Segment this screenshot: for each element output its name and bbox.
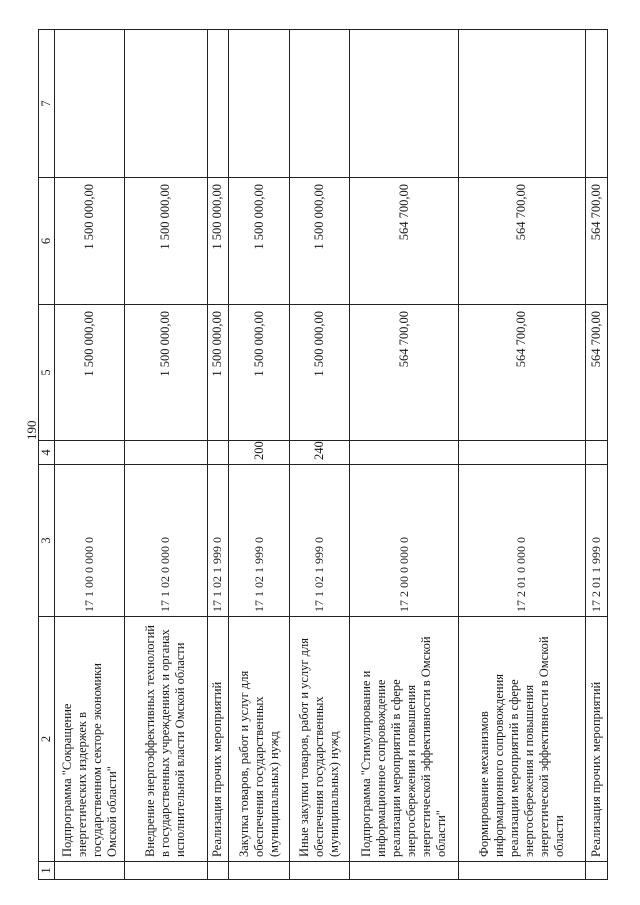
row-col1 — [125, 862, 207, 880]
row-value-5: 564 700,00 — [586, 305, 608, 441]
row-name: Подпрограмма "Стимулирование и информационное сопровождение реализации мероприятий в сфере энергосбережения и повышения энергетической эффективности в Омской области" — [350, 617, 458, 862]
row-col1 — [207, 862, 229, 880]
rotated-budget-table — [38, 30, 608, 880]
row-col7 — [125, 30, 207, 178]
row-value-5: 1 500 000,00 — [55, 305, 125, 441]
row-name: Формирование механизмов информационного сопровождения реализации мероприятий в сфере энергосбережения и повышения энергетической эффективности в Омской области — [458, 617, 586, 862]
row-code: 17 1 02 1 999 0 — [229, 465, 290, 617]
col-header-4: 4 — [39, 441, 55, 465]
row-vr — [350, 441, 458, 465]
row-name: Подпрограмма "Сокращение энергетических издержек в государственном секторе экономики Омской области" — [55, 617, 125, 862]
table-row — [458, 30, 586, 880]
row-col1 — [289, 862, 350, 880]
table-row — [350, 30, 458, 880]
row-vr — [125, 441, 207, 465]
col-header-3: 3 — [39, 465, 55, 617]
row-code: 17 1 02 1 999 0 — [289, 465, 350, 617]
row-col1 — [586, 862, 608, 880]
row-value-6: 564 700,00 — [458, 178, 586, 305]
col-header-7: 7 — [39, 30, 55, 178]
page-number: 190 — [24, 420, 39, 440]
row-col7 — [586, 30, 608, 178]
row-vr: 240 — [289, 441, 350, 465]
row-col7 — [458, 30, 586, 178]
row-name: Иные закупки товаров, работ и услуг для обеспечения государственных (муниципальных) нужд — [289, 617, 350, 862]
row-col7 — [229, 30, 290, 178]
row-value-6: 1 500 000,00 — [125, 178, 207, 305]
row-name: Реализация прочих мероприятий — [207, 617, 229, 862]
row-value-5: 1 500 000,00 — [229, 305, 290, 441]
col-header-5: 5 — [39, 305, 55, 441]
row-name: Внедрение энергоэффективных технологий в государственных учреждениях и органах исполнительной власти Омской области — [125, 617, 207, 862]
col-header-1: 1 — [39, 862, 55, 880]
row-code: 17 2 00 0 000 0 — [350, 465, 458, 617]
table-row — [229, 30, 290, 880]
row-code: 17 1 02 1 999 0 — [207, 465, 229, 617]
row-vr: 200 — [229, 441, 290, 465]
row-col1 — [55, 862, 125, 880]
row-value-5: 564 700,00 — [458, 305, 586, 441]
row-value-5: 1 500 000,00 — [289, 305, 350, 441]
row-value-6: 1 500 000,00 — [289, 178, 350, 305]
row-col1 — [458, 862, 586, 880]
row-col7 — [55, 30, 125, 178]
row-value-5: 1 500 000,00 — [207, 305, 229, 441]
table-row — [586, 30, 608, 880]
table-row — [289, 30, 350, 880]
col-header-6: 6 — [39, 178, 55, 305]
table-row — [125, 30, 207, 880]
row-name: Закупка товаров, работ и услуг для обеспечения государственных (муниципальных) нужд — [229, 617, 290, 862]
row-name: Реализация прочих мероприятий — [586, 617, 608, 862]
row-value-6: 1 500 000,00 — [229, 178, 290, 305]
row-code: 17 2 01 1 999 0 — [586, 465, 608, 617]
row-value-5: 1 500 000,00 — [125, 305, 207, 441]
row-col1 — [350, 862, 458, 880]
row-vr — [55, 441, 125, 465]
table-row — [207, 30, 229, 880]
row-vr — [586, 441, 608, 465]
budget-table — [38, 29, 608, 880]
row-col7 — [289, 30, 350, 178]
row-value-6: 1 500 000,00 — [207, 178, 229, 305]
row-vr — [458, 441, 586, 465]
row-col7 — [207, 30, 229, 178]
row-col7 — [350, 30, 458, 178]
header-row — [39, 30, 55, 880]
row-value-6: 1 500 000,00 — [55, 178, 125, 305]
row-col1 — [229, 862, 290, 880]
table-row — [55, 30, 125, 880]
col-header-2: 2 — [39, 617, 55, 862]
row-value-5: 564 700,00 — [350, 305, 458, 441]
row-value-6: 564 700,00 — [586, 178, 608, 305]
row-code: 17 1 00 0 000 0 — [55, 465, 125, 617]
row-vr — [207, 441, 229, 465]
row-code: 17 1 02 0 000 0 — [125, 465, 207, 617]
row-code: 17 2 01 0 000 0 — [458, 465, 586, 617]
row-value-6: 564 700,00 — [350, 178, 458, 305]
